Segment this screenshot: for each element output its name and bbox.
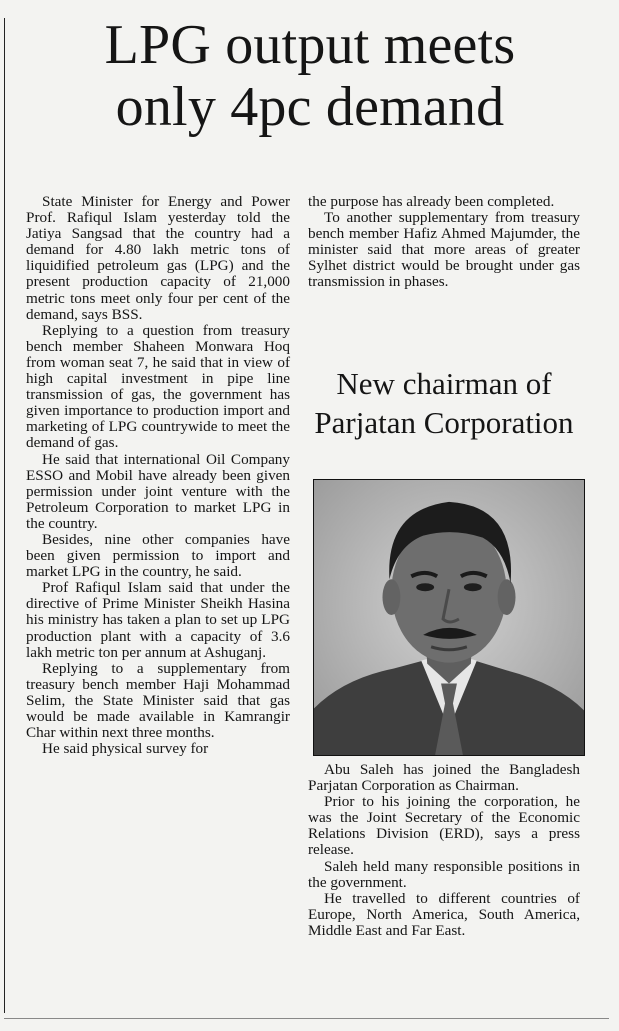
- paragraph: the purpose has already been completed.: [308, 193, 555, 210]
- paragraph: He said that international Oil Company ESSO and Mobil have already been given permission under joint venture with the Petroleum Corporation to market LPG in the country.: [26, 450, 290, 532]
- second-headline: New chairman of Parjatan Corporation: [314, 366, 574, 440]
- paragraph: Prior to his joining the corporation, he was the Joint Secretary of the Economic Relations Division (ERD), says a press release.: [308, 793, 580, 859]
- main-headline: [10, 14, 610, 138]
- paragraph: He travelled to different countries of Europe, North America, South America, Middle East and Far East.: [308, 889, 580, 939]
- paragraph: Saleh held many responsible positions in the government.: [308, 857, 580, 891]
- article-right-column: [308, 194, 580, 291]
- paragraph: Replying to a supplementary from treasury bench member Haji Mohammad Selim, the State Minister said that gas would be made available in Kamrangir Char within next three months.: [26, 659, 290, 742]
- bottom-rule: [4, 1018, 609, 1019]
- headline-line-1: LPG output meets: [104, 14, 516, 76]
- portrait-photo: [313, 479, 585, 756]
- paragraph: To another supplementary from treasury bench member Hafiz Ahmed Majumder, the minister said that more areas of greater Sylhet district would be brought under gas transmission in phases.: [308, 209, 580, 291]
- paragraph: Replying to a question from treasury bench member Shaheen Monwara Hoq from woman seat 7, he said that in view of high capital investment in pipe line transmission of gas, the government has given importance to production import and marketing of LPG countrywide to meet the demand of gas.: [26, 321, 290, 452]
- headline-line-2: only 4pc demand: [115, 76, 505, 138]
- column-rule: [4, 18, 5, 1013]
- second-story-body: [308, 762, 580, 939]
- paragraph: State Minister for Energy and Power Prof. Rafiqul Islam yesterday told the Jatiya Sangsad that the country had a demand for 4.80 lakh metric tons of liquidified petroleum gas (LPG) and the present production capacity of 21,000 metric tons meet only four per cent of the demand, says BSS.: [26, 193, 290, 323]
- paragraph: Prof Rafiqul Islam said that under the directive of Prime Minister Sheikh Hasina his ministry has taken a plan to set up LPG production plant with a capacity of 3.6 lakh metric ton per annum at Ashuganj.: [26, 579, 290, 661]
- article-left-column: [26, 194, 290, 757]
- paragraph: Abu Saleh has joined the Bangladesh Parjatan Corporation as Chairman.: [308, 761, 580, 795]
- paragraph: Besides, nine other companies have been given permission to import and market LPG in the country, he said.: [26, 530, 290, 581]
- paragraph: He said physical survey for: [42, 740, 209, 758]
- portrait-image: [314, 480, 584, 755]
